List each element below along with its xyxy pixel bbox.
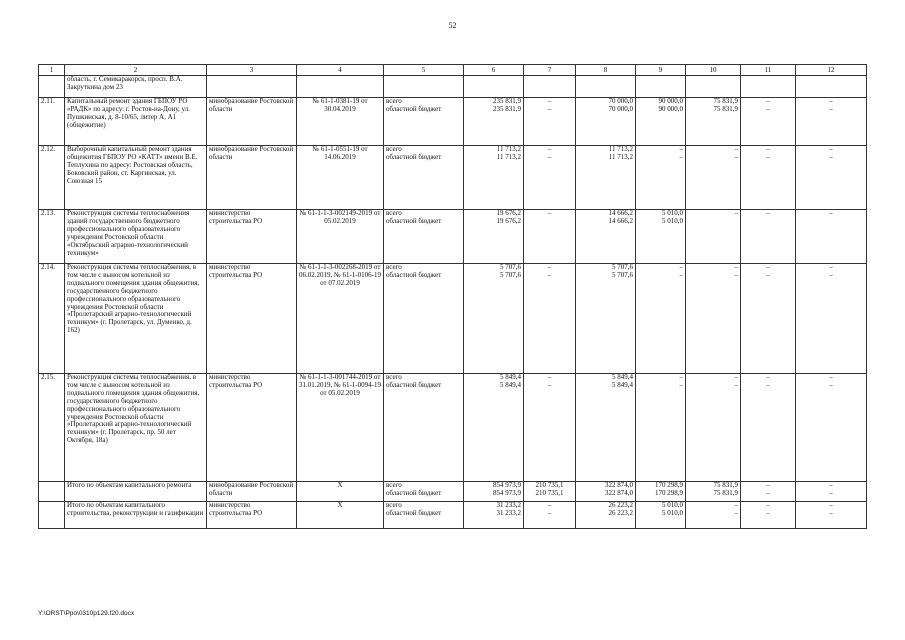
responsible-org: минобразование Ростовской области (207, 146, 297, 210)
amount-col8-line: 70 000,0 (608, 97, 633, 105)
column-header: 11 (741, 65, 796, 76)
funding-source-line: всего (386, 501, 402, 509)
amount-col9-line: – (679, 270, 683, 279)
amount-col12-line: – (829, 263, 833, 271)
amount-col9-line: 5 010,0 (662, 508, 683, 517)
amount-col10 (686, 146, 741, 210)
amount-col7-line: – (547, 145, 552, 153)
amount-total (464, 264, 524, 374)
amount-col12 (796, 264, 867, 374)
amount-col8-line: 26 223,2 (608, 508, 633, 517)
amount-col10-line: – (734, 501, 738, 509)
amount-total (464, 374, 524, 482)
amount-col9-line: 90 000,0 (658, 97, 683, 105)
row-number: 2.11. (39, 98, 65, 146)
expertise-conclusion: № 61-1-1-3-001744-2019 от 31.01.2019, № 61-1-0094-19 от 05.02.2019 (297, 374, 384, 482)
amount-col8 (576, 482, 636, 502)
amount-col10-line: 75 831,9 (713, 97, 738, 105)
expertise-conclusion: Х (297, 502, 384, 529)
amount-col7 (524, 210, 576, 264)
table-row (39, 210, 867, 264)
amount-col8-line: 5 707,6 (612, 270, 633, 279)
amount-total-line: 5 707,6 (500, 263, 521, 271)
funding-source-line: областной бюджет (386, 380, 442, 389)
amount-col12-line: – (829, 209, 833, 217)
responsible-org: минобразование Ростовской области (207, 98, 297, 146)
amount-col9-line: – (679, 373, 683, 381)
amount-col7 (524, 264, 576, 374)
row-number: 2.12. (39, 146, 65, 210)
funding-source (384, 98, 464, 146)
amount-total-line: 19 676,2 (496, 209, 521, 217)
expertise-conclusion: № 61-1-1-3-002268-2019 от 06.02.2019, № 61-1-0106-19 от 07.02.2019 (297, 264, 384, 374)
amount-col9 (636, 374, 686, 482)
amount-col8-line: 322 874,0 (605, 488, 633, 497)
column-header: 10 (686, 65, 741, 76)
amount-col12-line: – (829, 481, 833, 489)
amount-total-line: 235 831,9 (493, 97, 521, 105)
table-row (39, 98, 867, 146)
funding-source (384, 146, 464, 210)
amount-col8-line: 14 666,2 (608, 209, 633, 217)
column-header: 5 (384, 65, 464, 76)
object-name: Итого по объектам капитального строительства, реконструкции и газификации (65, 502, 207, 529)
funding-source-line: областной бюджет (386, 152, 442, 161)
amount-col12 (796, 374, 867, 482)
amount-col7-line: – (547, 508, 552, 517)
amount-col11 (741, 98, 796, 146)
funding-source-line: областной бюджет (386, 270, 442, 279)
amount-col11 (741, 374, 796, 482)
amount-total-line: 854 973,9 (493, 481, 521, 489)
amount-col10-line: – (734, 380, 738, 389)
amount-col11 (741, 210, 796, 264)
amount-col12-line: – (829, 97, 833, 105)
row-number (39, 76, 65, 98)
amount-col7-line: – (547, 263, 552, 271)
amount-col7-line: – (547, 97, 552, 105)
object-name: Выборочный капитальный ремонт здания общежития ГБПОУ РО «КАТТ» имени В.Е. Теплухина по адресу: Ростовская область, Боковский район, ст. Каргинская, ул. Союзная 15 (65, 146, 207, 210)
amount-total-line: 854 973,9 (493, 488, 521, 497)
amount-col12 (796, 210, 867, 264)
amount-col9 (636, 482, 686, 502)
amount-col8 (576, 210, 636, 264)
amount-col8-line: 11 713,2 (608, 145, 633, 153)
amount-col12 (796, 98, 867, 146)
file-path-footer: Y:\ORST\Ppo\0310p129.f20.docx (38, 610, 135, 617)
funding-source (384, 374, 464, 482)
amount-col9 (636, 146, 686, 210)
amount-col8-line: 26 223,2 (608, 501, 633, 509)
funding-source-line: всего (386, 97, 402, 105)
amount-total-line: 235 831,9 (493, 104, 521, 113)
amount-col10 (686, 210, 741, 264)
amount-col7 (524, 76, 576, 98)
amount-col11-line: – (766, 488, 770, 497)
amount-col7-line: – (547, 209, 552, 217)
amount-total-line: 5 849,4 (500, 380, 521, 389)
amount-total-line: 11 713,2 (496, 145, 521, 153)
amount-total (464, 146, 524, 210)
amount-col11-line: – (766, 270, 770, 279)
amount-col11 (741, 502, 796, 529)
amount-col12-line: – (829, 373, 833, 381)
amount-col9-line: 170 298,9 (655, 481, 683, 489)
amount-col12-line: – (829, 501, 833, 509)
amount-col7-line: – (547, 373, 552, 381)
row-number: 2.13. (39, 210, 65, 264)
amount-col8 (576, 502, 636, 529)
amount-col9-line: – (679, 145, 683, 153)
funding-source-line: областной бюджет (386, 216, 442, 225)
amount-col8 (576, 374, 636, 482)
amount-col10 (686, 374, 741, 482)
amount-col10 (686, 482, 741, 502)
amount-col12-line: – (829, 152, 833, 161)
amount-col9-line: 170 298,9 (655, 488, 683, 497)
amount-col12 (796, 482, 867, 502)
expertise-conclusion: Х (297, 482, 384, 502)
amount-col11-line: – (766, 152, 770, 161)
object-name: Реконструкция системы теплоснабжения, в том числе с выносом котельной из подвального помещения здания общежития, государственного бюджетного профессионального образовательного учреждения Ростовской области «Пролетарский аграрно-технологический техникум» (г. Пролетарск, пр. 50 лет Октября, 18а) (65, 374, 207, 482)
amount-col9 (636, 98, 686, 146)
expertise-conclusion: № 61-1-1-3-002149-2019 от 05.02.2019 (297, 210, 384, 264)
amount-col11-line: – (766, 481, 770, 489)
column-header: 8 (576, 65, 636, 76)
amount-col10-line: – (734, 508, 738, 517)
funding-source (384, 210, 464, 264)
responsible-org: министерство строительства РО (207, 502, 297, 529)
funding-source-line: всего (386, 145, 402, 153)
amount-total (464, 98, 524, 146)
amount-col10-line: 75 831,9 (713, 104, 738, 113)
amount-col9-line: 5 010,0 (662, 209, 683, 217)
table-row (39, 76, 867, 98)
table-row (39, 374, 867, 482)
funding-source-line: областной бюджет (386, 508, 442, 517)
amount-col7 (524, 374, 576, 482)
amount-col12-line: – (829, 488, 833, 497)
table-row (39, 264, 867, 374)
row-number (39, 502, 65, 529)
amount-col8-line: 5 849,4 (612, 380, 633, 389)
amount-col9 (636, 210, 686, 264)
amount-col12-line: – (829, 508, 833, 517)
amount-col11-line: – (766, 209, 770, 217)
program-table (38, 64, 867, 529)
funding-source (384, 76, 464, 98)
amount-col9-line: – (679, 380, 683, 389)
responsible-org (207, 76, 297, 98)
amount-col11-line: – (766, 104, 770, 113)
amount-total (464, 210, 524, 264)
amount-col9-line: 5 010,0 (662, 501, 683, 509)
header-row (39, 65, 867, 76)
object-name: Капитальный ремонт здания ГБПОУ РО «РАДК» по адресу: г. Ростов-на-Дону, ул. Пушкинская, д. 8-10/65, литер А, А1 (общежитие) (65, 98, 207, 146)
amount-col11 (741, 482, 796, 502)
amount-col8-line: 70 000,0 (608, 104, 633, 113)
amount-col12-line: – (829, 380, 833, 389)
amount-col8 (576, 264, 636, 374)
funding-source-line: всего (386, 263, 402, 271)
table-row (39, 502, 867, 529)
amount-col11 (741, 264, 796, 374)
amount-col8-line: 5 707,6 (612, 263, 633, 271)
table-row (39, 146, 867, 210)
expertise-conclusion: № 61-1-0551-19 от 14.06.2019 (297, 146, 384, 210)
column-header: 4 (297, 65, 384, 76)
amount-total-line: 5 707,6 (500, 270, 521, 279)
expertise-conclusion (297, 76, 384, 98)
column-header: 12 (796, 65, 867, 76)
funding-source-line: областной бюджет (386, 104, 442, 113)
amount-col10 (686, 502, 741, 529)
amount-col7-line: 210 735,1 (535, 481, 564, 489)
object-name: Итого по объектам капитального ремонта (65, 482, 207, 502)
amount-col7-line: – (547, 104, 552, 113)
amount-col10-line: – (734, 263, 738, 271)
funding-source-line: всего (386, 209, 402, 217)
amount-col9-line: 90 000,0 (658, 104, 683, 113)
amount-col11-line: – (766, 145, 770, 153)
amount-col8-line: 11 713,2 (608, 152, 633, 161)
amount-col8-line: 5 849,4 (612, 373, 633, 381)
amount-col11-line: – (766, 263, 770, 271)
amount-col9-line: 5 010,0 (662, 216, 683, 225)
amount-total-line: 11 713,2 (496, 152, 521, 161)
responsible-org: минобразование Ростовской области (207, 482, 297, 502)
amount-col7-line: – (547, 501, 552, 509)
amount-col12-line: – (829, 145, 833, 153)
responsible-org: министерство строительства РО (207, 210, 297, 264)
row-number: 2.14. (39, 264, 65, 374)
amount-col8 (576, 98, 636, 146)
amount-col10-line: – (734, 152, 738, 161)
amount-col8-line: 322 874,0 (605, 481, 633, 489)
amount-col7-line: 210 735,1 (535, 488, 564, 497)
column-header: 9 (636, 65, 686, 76)
amount-col9 (636, 502, 686, 529)
amount-col7 (524, 98, 576, 146)
column-header: 3 (207, 65, 297, 76)
amount-total (464, 502, 524, 529)
amount-col10-line: – (734, 270, 738, 279)
table-row (39, 482, 867, 502)
object-name: Реконструкция системы теплоснабжения зданий государственного бюджетного профессионального образовательного учреждения Ростовской области «Октябрьский аграрно-технологический техникум» (65, 210, 207, 264)
amount-col10-line: 75 831,9 (713, 488, 738, 497)
amount-col11-line: – (766, 97, 770, 105)
amount-col8 (576, 76, 636, 98)
amount-col7 (524, 146, 576, 210)
amount-col10-line: – (734, 209, 738, 217)
responsible-org: министерство строительства РО (207, 374, 297, 482)
amount-col12-line: – (829, 104, 833, 113)
amount-col10 (686, 98, 741, 146)
amount-total (464, 482, 524, 502)
amount-col10-line: 75 831,9 (713, 481, 738, 489)
amount-col12 (796, 502, 867, 529)
funding-source-line: областной бюджет (386, 488, 442, 497)
column-header: 7 (524, 65, 576, 76)
amount-col7-line: – (547, 270, 552, 279)
amount-col8 (576, 146, 636, 210)
page-number: 52 (448, 21, 457, 30)
funding-source (384, 264, 464, 374)
amount-col9-line: – (679, 152, 683, 161)
amount-col7 (524, 502, 576, 529)
amount-col9 (636, 264, 686, 374)
responsible-org: министерство строительства РО (207, 264, 297, 374)
amount-total-line: 19 676,2 (496, 216, 521, 225)
amount-total-line: 31 233,2 (496, 501, 521, 509)
amount-col8-line: 14 666,2 (608, 216, 633, 225)
object-name: область, г. Семикаракорск, просп. В.А. Закруткина дом 23 (65, 76, 207, 98)
amount-col10 (686, 264, 741, 374)
amount-col10 (686, 76, 741, 98)
amount-col10-line: – (734, 373, 738, 381)
object-name: Реконструкция системы теплоснабжения, в том числе с выносом котельной из подвального помещения здания общежития, государственного бюджетного профессионального образовательного учреждения Ростовской области «Пролетарский аграрно-технологический техникум» (г. Пролетарск, ул. Думенко, д. 162) (65, 264, 207, 374)
amount-total (464, 76, 524, 98)
row-number: 2.15. (39, 374, 65, 482)
column-header: 1 (39, 65, 65, 76)
amount-col11-line: – (766, 508, 770, 517)
amount-col12 (796, 76, 867, 98)
funding-source (384, 482, 464, 502)
amount-col9 (636, 76, 686, 98)
amount-col11 (741, 146, 796, 210)
amount-col9-line: – (679, 263, 683, 271)
amount-col7-line: – (547, 380, 552, 389)
column-header: 6 (464, 65, 524, 76)
funding-source-line: всего (386, 481, 402, 489)
amount-col10-line: – (734, 145, 738, 153)
amount-col12-line: – (829, 270, 833, 279)
amount-col7 (524, 482, 576, 502)
amount-col11-line: – (766, 373, 770, 381)
amount-col7-line: – (547, 152, 552, 161)
expertise-conclusion: № 61-1-0381-19 от 30.04.2019 (297, 98, 384, 146)
column-header: 2 (65, 65, 207, 76)
amount-col11-line: – (766, 380, 770, 389)
amount-col12 (796, 146, 867, 210)
amount-total-line: 5 849,4 (500, 373, 521, 381)
funding-source (384, 502, 464, 529)
amount-col11 (741, 76, 796, 98)
funding-source-line: всего (386, 373, 402, 381)
amount-col11-line: – (766, 501, 770, 509)
row-number (39, 482, 65, 502)
amount-total-line: 31 233,2 (496, 508, 521, 517)
